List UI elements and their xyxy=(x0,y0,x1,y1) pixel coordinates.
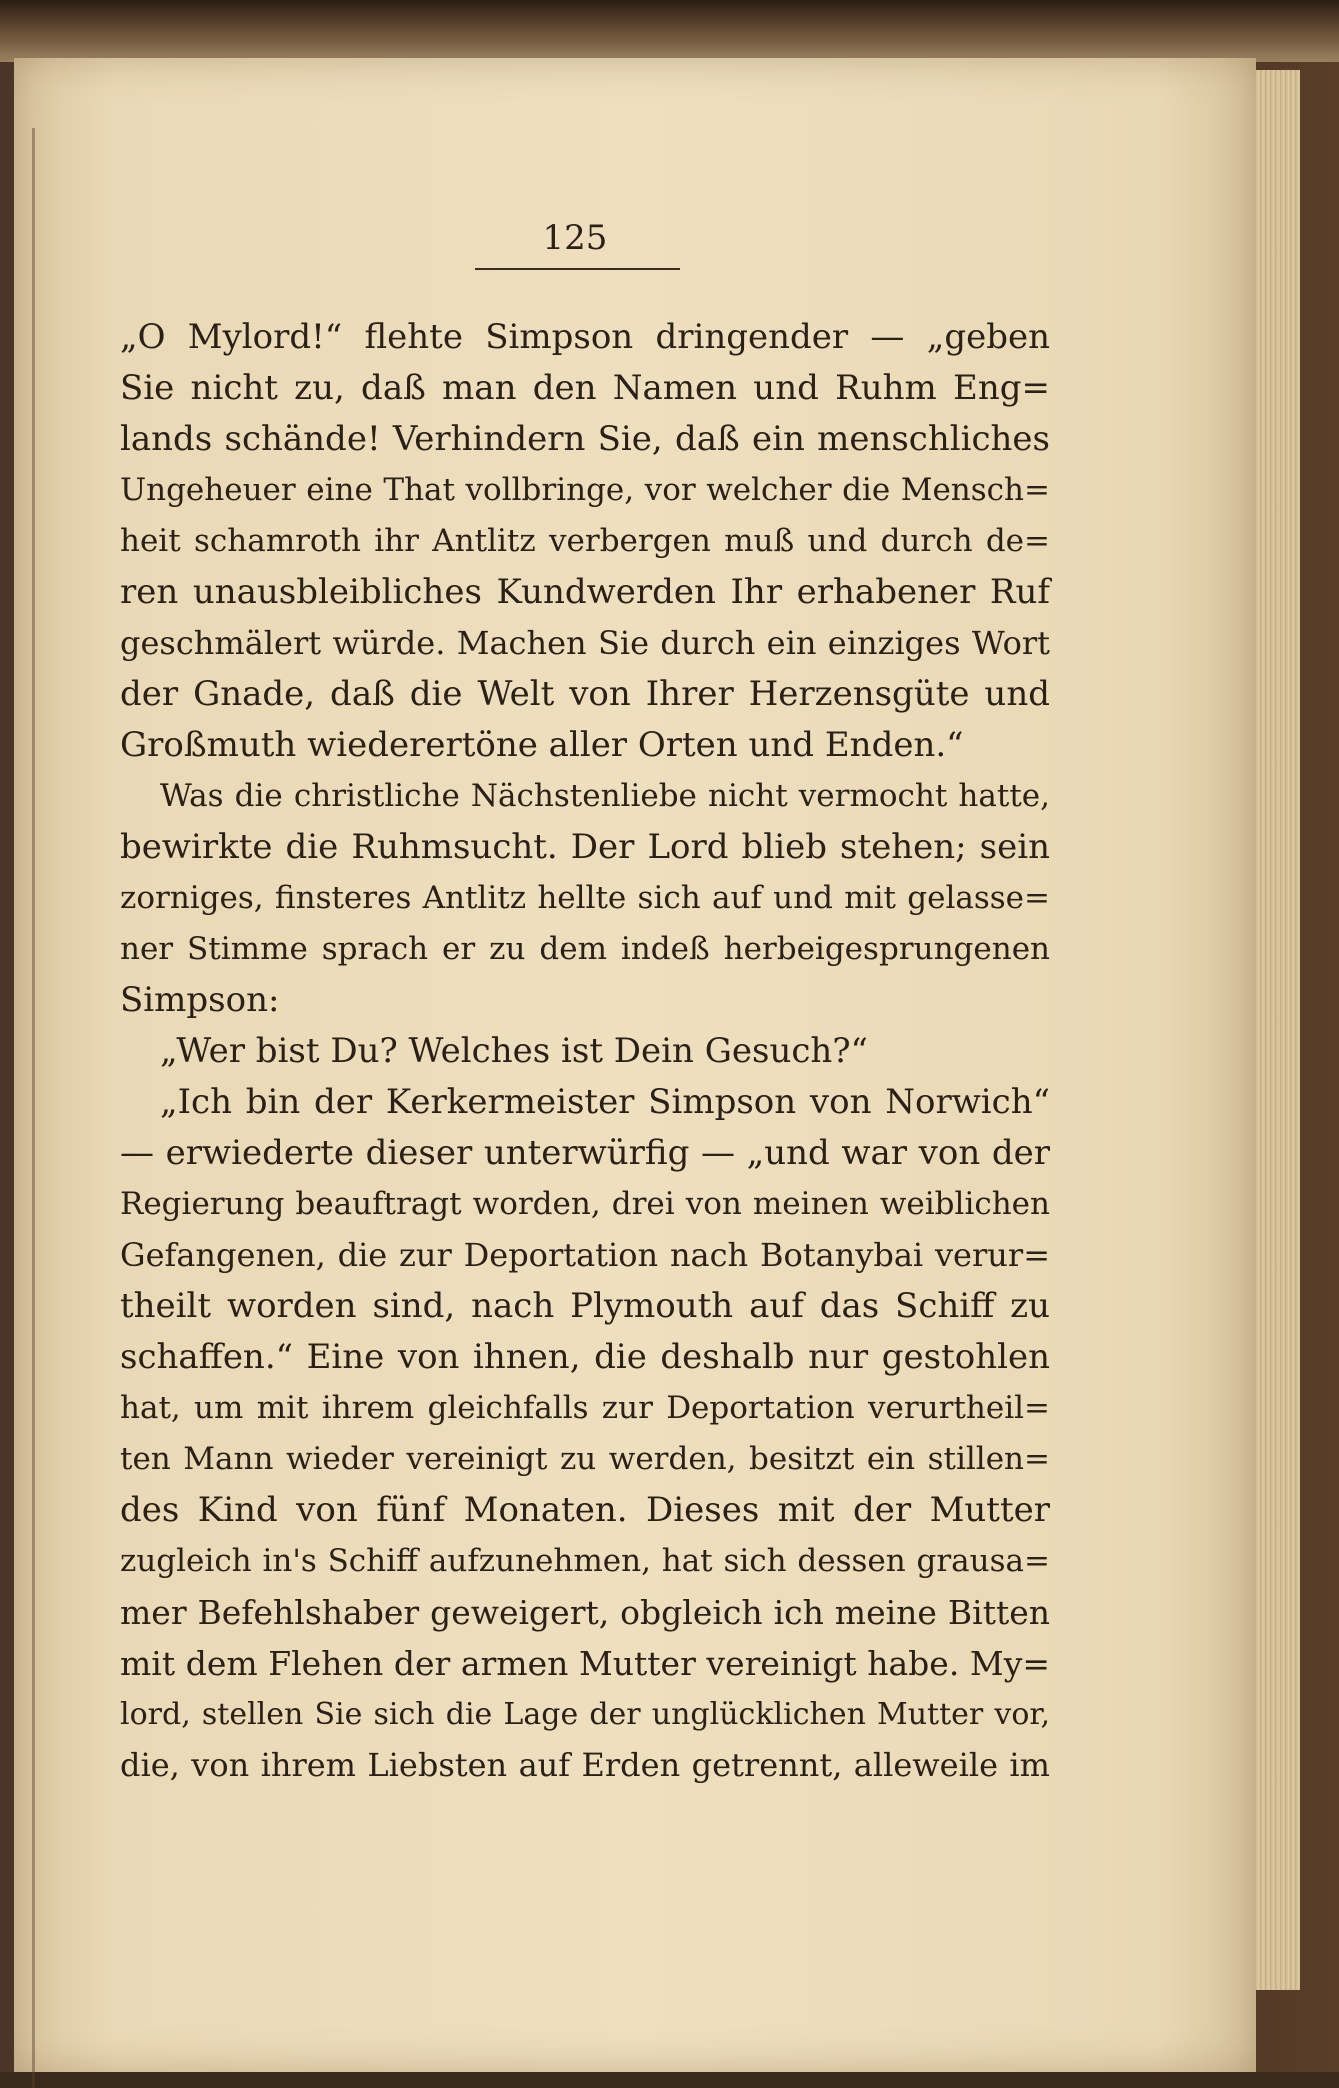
text-line: mit dem Flehen der armen Mutter vereinigt habe. My= xyxy=(120,1644,1050,1683)
page-number: 125 xyxy=(542,218,608,258)
text-line: des Kind von fünf Monaten. Dieses mit der Mutter xyxy=(120,1490,1050,1530)
text-line: — erwiederte dieser unterwürfig — „und war von der xyxy=(120,1133,1050,1173)
text-line: zorniges, finsteres Antlitz hellte sich auf und mit gelasse= xyxy=(120,880,1050,916)
text-line: Großmuth wiederertöne aller Orten und Enden.“ xyxy=(120,725,964,765)
page-stack-edge xyxy=(1256,70,1300,1990)
text-line: „O Mylord!“ flehte Simpson dringender — „geben xyxy=(120,317,1050,357)
text-line: Ungeheuer eine That vollbringe, vor welcher die Mensch= xyxy=(120,472,1050,508)
text-line: „Wer bist Du? Welches ist Dein Gesuch?“ xyxy=(160,1031,868,1071)
text-line: mer Befehlshaber geweigert, obgleich ich meine Bitten xyxy=(120,1593,1050,1632)
text-line: Regierung beauftragt worden, drei von meinen weiblichen xyxy=(120,1186,1050,1222)
text-line: hat, um mit ihrem gleichfalls zur Deportation verurtheil= xyxy=(120,1390,1050,1426)
text-line: ner Stimme sprach er zu dem indeß herbeigesprungenen xyxy=(120,931,1050,967)
body-text xyxy=(120,312,1050,1791)
text-line: Sie nicht zu, daß man den Namen und Ruhm Eng= xyxy=(120,368,1050,408)
text-line: schaffen.“ Eine von ihnen, die deshalb nur gestohlen xyxy=(120,1337,1050,1377)
text-line: der Gnade, daß die Welt von Ihrer Herzensgüte und xyxy=(120,674,1050,714)
text-line: heit schamroth ihr Antlitz verbergen muß und durch de= xyxy=(120,523,1050,559)
text-line: geschmälert würde. Machen Sie durch ein einziges Wort xyxy=(120,624,1050,662)
text-line: ren unausbleibliches Kundwerden Ihr erhabener Ruf xyxy=(120,572,1050,612)
text-line: lord, stellen Sie sich die Lage der unglücklichen Mutter vor, xyxy=(120,1697,1050,1732)
text-line: ten Mann wieder vereinigt zu werden, besitzt ein stillen= xyxy=(120,1441,1050,1477)
text-line: die, von ihrem Liebsten auf Erden getrennt, alleweile im xyxy=(120,1746,1050,1784)
text-line: „Ich bin der Kerkermeister Simpson von Norwich“ xyxy=(160,1082,1050,1122)
text-line: Simpson: xyxy=(120,980,280,1020)
text-line: lands schände! Verhindern Sie, daß ein menschliches xyxy=(120,419,1050,459)
text-line: Was die christliche Nächstenliebe nicht vermocht hatte, xyxy=(160,778,1050,814)
header-rule xyxy=(475,268,680,270)
text-line: theilt worden sind, nach Plymouth auf das Schiff zu xyxy=(120,1286,1050,1326)
spine-gutter xyxy=(32,128,35,2088)
book-top-edge xyxy=(0,0,1339,62)
text-line: zugleich in's Schiff aufzunehmen, hat sich dessen grausa= xyxy=(120,1543,1050,1579)
text-line: Gefangenen, die zur Deportation nach Botanybai verur= xyxy=(120,1236,1050,1274)
text-line: bewirkte die Ruhmsucht. Der Lord blieb stehen; sein xyxy=(120,827,1050,867)
